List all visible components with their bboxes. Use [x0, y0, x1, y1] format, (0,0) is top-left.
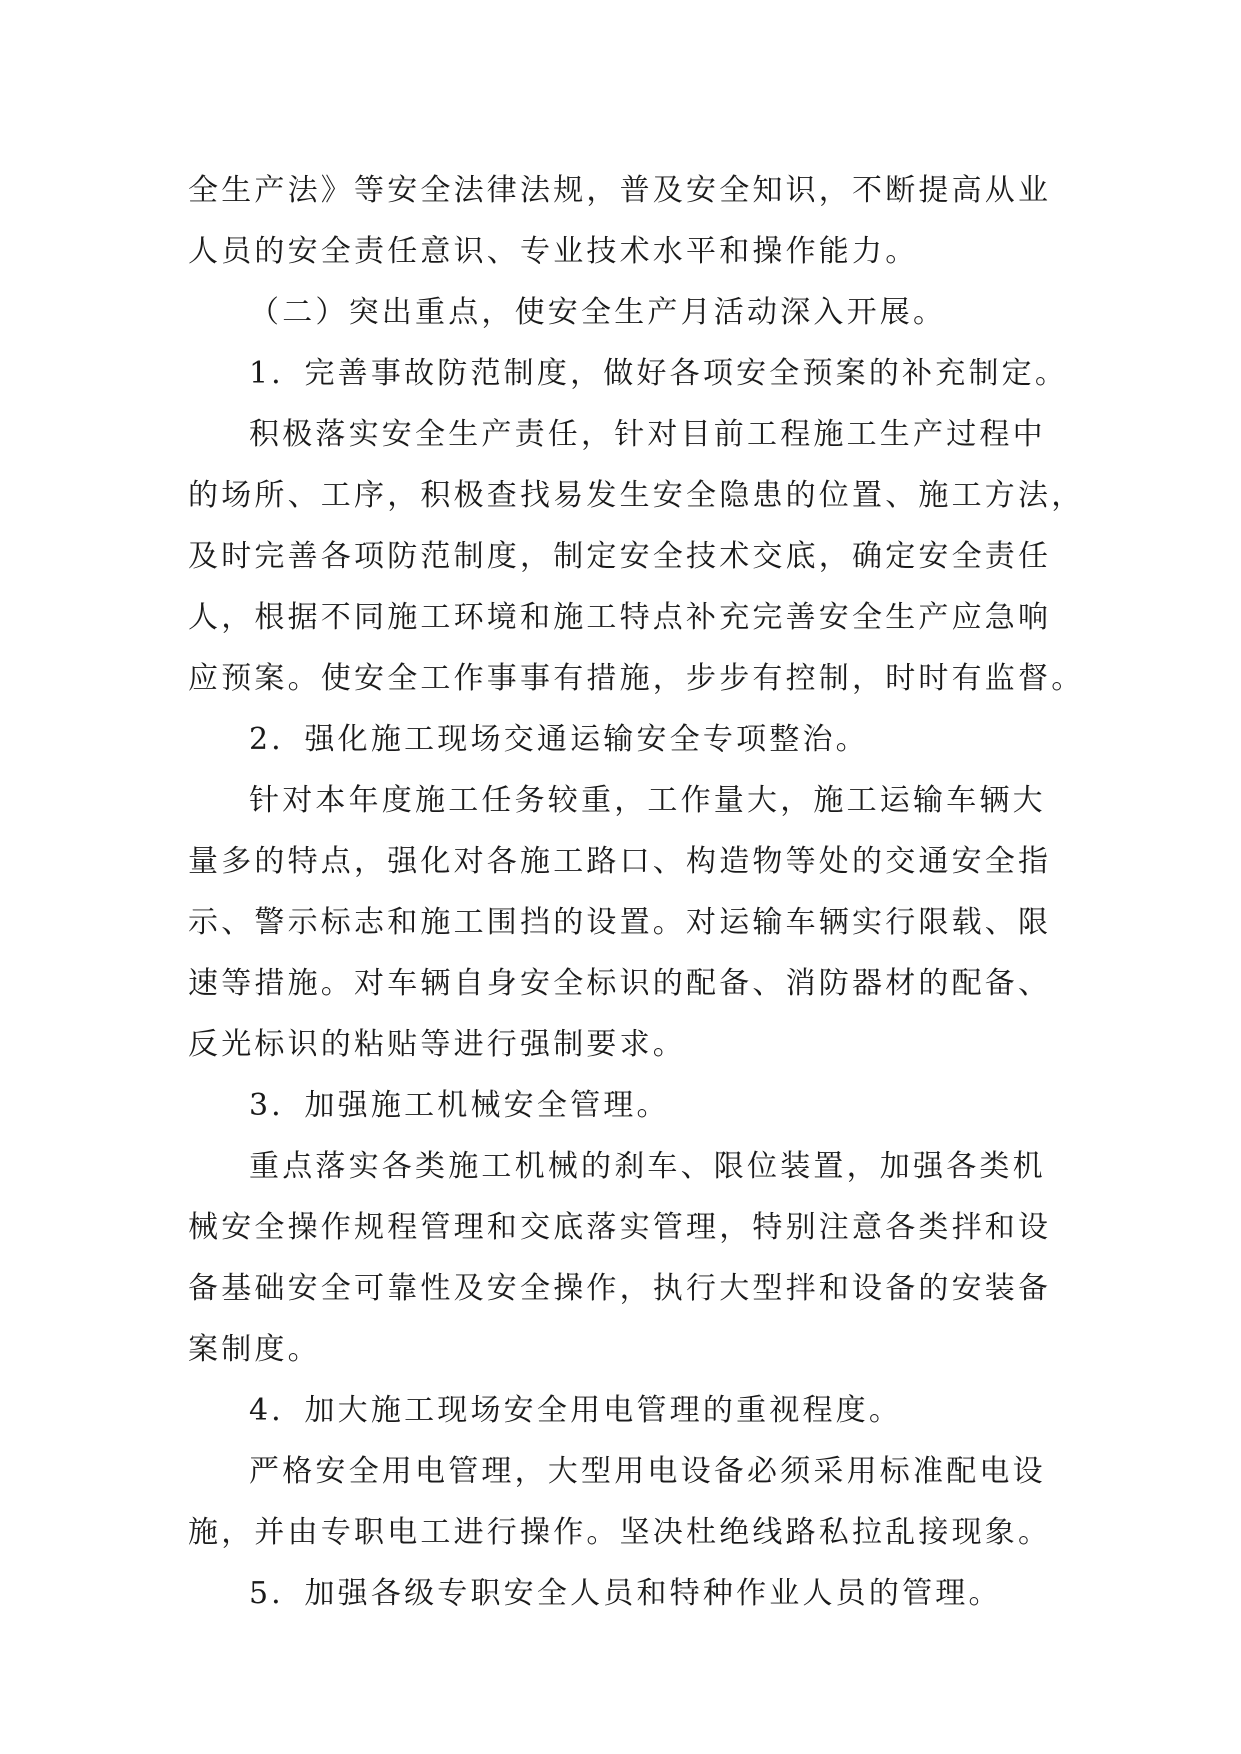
body-line: 案制度。: [188, 1332, 321, 1367]
body-line: 人员的安全责任意识、专业技术水平和操作能力。: [188, 234, 919, 269]
body-line: 反光标识的粘贴等进行强制要求。: [188, 1027, 686, 1062]
body-line: 及时完善各项防范制度，制定安全技术交底，确定安全责任: [188, 539, 1052, 574]
item-heading: 2．强化施工现场交通运输安全专项整治。: [249, 722, 869, 757]
body-line: 人，根据不同施工环境和施工特点补充完善安全生产应急响: [188, 600, 1052, 635]
body-line: 施，并由专职电工进行操作。坚决杜绝线路私拉乱接现象。: [188, 1515, 1052, 1550]
body-line: 示、警示标志和施工围挡的设置。对运输车辆实行限载、限: [188, 905, 1052, 940]
body-line: 备基础安全可靠性及安全操作，执行大型拌和设备的安装备: [188, 1271, 1052, 1306]
item-heading: 1．完善事故防范制度，做好各项安全预案的补充制定。: [249, 356, 1069, 391]
item-heading: 5．加强各级专职安全人员和特种作业人员的管理。: [249, 1576, 1002, 1611]
section-heading: （二）突出重点，使安全生产月活动深入开展。: [249, 295, 947, 330]
body-line: 量多的特点，强化对各施工路口、构造物等处的交通安全指: [188, 844, 1052, 879]
body-line: 应预案。使安全工作事事有措施，步步有控制，时时有监督。: [188, 661, 1085, 696]
body-line: 积极落实安全生产责任，针对目前工程施工生产过程中: [249, 417, 1046, 452]
body-line: 针对本年度施工任务较重，工作量大，施工运输车辆大: [249, 783, 1046, 818]
document-body: [188, 160, 1085, 1624]
body-line: 速等措施。对车辆自身安全标识的配备、消防器材的配备、: [188, 966, 1052, 1001]
body-line: 全生产法》等安全法律法规，普及安全知识，不断提高从业: [188, 173, 1052, 208]
body-line: 严格安全用电管理，大型用电设备必须采用标准配电设: [249, 1454, 1046, 1489]
body-line: 械安全操作规程管理和交底落实管理，特别注意各类拌和设: [188, 1210, 1052, 1245]
body-line: 的场所、工序，积极查找易发生安全隐患的位置、施工方法，: [188, 478, 1085, 513]
body-line: 重点落实各类施工机械的刹车、限位装置，加强各类机: [249, 1149, 1046, 1184]
item-heading: 4．加大施工现场安全用电管理的重视程度。: [249, 1393, 903, 1428]
item-heading: 3．加强施工机械安全管理。: [249, 1088, 670, 1123]
